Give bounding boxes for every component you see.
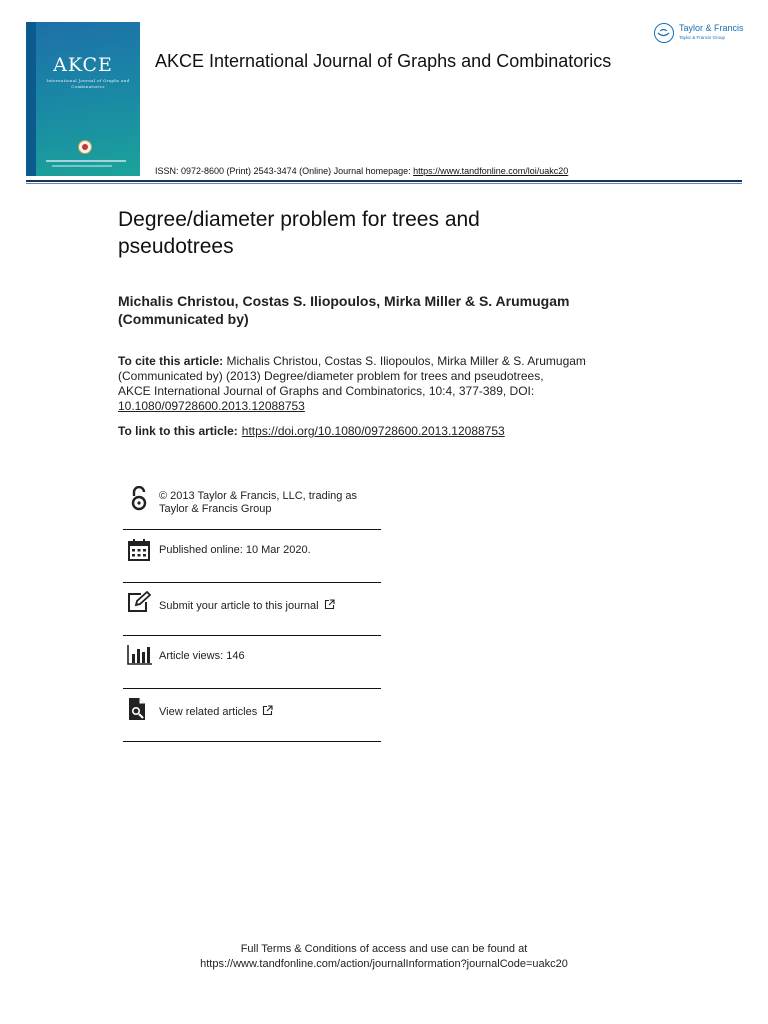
journal-title: AKCE International Journal of Graphs and Combinatorics — [155, 51, 612, 71]
submit-article-link[interactable]: Submit your article to this journal — [159, 600, 319, 612]
header-divider-thin — [26, 183, 742, 184]
publisher-logo — [654, 22, 746, 46]
terms-url-link[interactable]: https://www.tandfonline.com/action/journalInformation?journalCode=uakc20 — [200, 958, 568, 970]
row-divider — [123, 688, 381, 689]
related-articles-link[interactable]: View related articles — [159, 706, 258, 718]
doi-link[interactable]: 10.1080/09728600.2013.12088753 — [118, 399, 305, 413]
article-views-row — [123, 642, 381, 690]
citation-text: AKCE International Journal of Graphs and Combinatorics, 10:4, 377-389, DOI: — [118, 384, 535, 398]
article-title-line: pseudotrees — [118, 235, 234, 258]
row-divider — [123, 741, 381, 742]
authors-line: (Communicated by) — [118, 311, 249, 327]
open-access-lock-icon — [127, 486, 151, 510]
journal-cover-image — [26, 22, 140, 176]
submit-article-row[interactable] — [123, 589, 381, 637]
cover-spine — [26, 22, 36, 176]
row-divider — [123, 529, 381, 530]
cover-subtitle: International Journal of Graphs and Combinatorics — [46, 78, 130, 89]
taylor-francis-logo-icon — [654, 23, 674, 43]
journal-homepage-link[interactable]: https://www.tandfonline.com/loi/uakc20 — [413, 166, 569, 176]
terms-footer — [0, 942, 768, 972]
footer-text: Full Terms & Conditions of access and use can be found at — [240, 943, 528, 955]
link-label: To link to this article: — [118, 424, 238, 438]
citation-text: Michalis Christou, Costas S. Iliopoulos, Mirka Miller & S. Arumugam — [223, 354, 586, 368]
article-link-line — [118, 424, 648, 438]
edit-document-icon — [127, 591, 151, 615]
article-views-text: Article views: 146 — [159, 650, 245, 662]
publisher-tagline: Taylor & Francis Group — [679, 35, 726, 40]
citation-label: To cite this article: — [118, 354, 224, 368]
cover-footer-line — [52, 165, 112, 167]
cover-emblem-icon — [78, 140, 92, 154]
calendar-icon — [127, 538, 151, 562]
citation-block — [118, 354, 648, 414]
related-articles-row[interactable] — [123, 695, 381, 743]
authors-line: Michalis Christou, Costas S. Iliopoulos, Mirka Miller & S. Arumugam — [118, 293, 570, 309]
article-title-line: Degree/diameter problem for trees and — [118, 208, 480, 231]
document-search-icon — [127, 697, 151, 721]
cover-title: AKCE — [53, 54, 113, 76]
article-doi-url-link[interactable]: https://doi.org/10.1080/09728600.2013.12088753 — [241, 424, 505, 438]
external-link-icon — [324, 599, 335, 614]
article-authors — [118, 292, 638, 328]
cover-footer-line — [46, 160, 126, 162]
article-title — [118, 206, 638, 260]
header-divider — [26, 180, 742, 182]
copyright-text: Taylor & Francis Group — [159, 503, 272, 515]
published-date-text: Published online: 10 Mar 2020. — [159, 544, 311, 556]
citation-text: (Communicated by) (2013) Degree/diameter problem for trees and pseudotrees, — [118, 369, 544, 383]
row-divider — [123, 635, 381, 636]
bar-chart-icon — [127, 644, 151, 668]
row-divider — [123, 582, 381, 583]
copyright-text: © 2013 Taylor & Francis, LLC, trading as — [159, 490, 358, 502]
copyright-row — [123, 484, 381, 530]
publisher-name: Taylor & Francis — [679, 23, 744, 33]
published-row — [123, 536, 381, 584]
issn-text: ISSN: 0972-8600 (Print) 2543-3474 (Online) Journal homepage: — [155, 166, 414, 176]
external-link-icon — [262, 705, 273, 720]
issn-line — [155, 166, 568, 176]
